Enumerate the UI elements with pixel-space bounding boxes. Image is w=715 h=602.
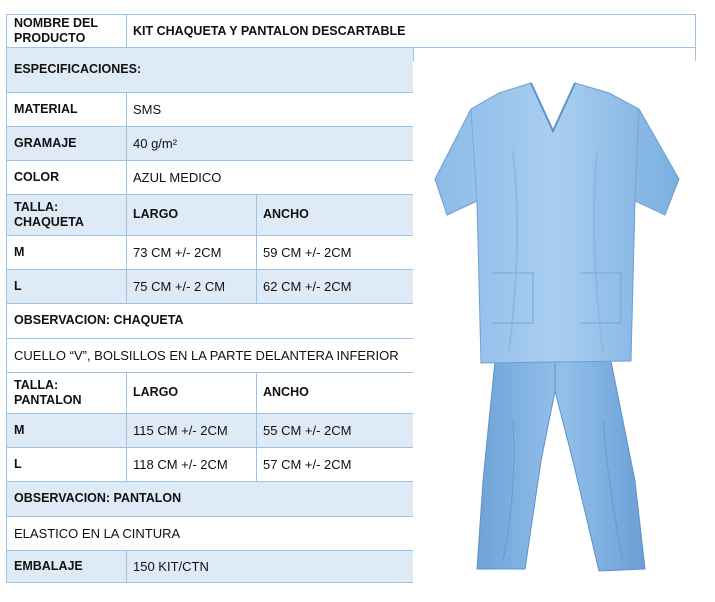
grid-line <box>7 413 413 414</box>
grid-line <box>126 372 127 481</box>
grid-line <box>7 235 413 236</box>
product-name-value: KIT CHAQUETA Y PANTALON DESCARTABLE <box>126 15 695 47</box>
grid-line <box>256 194 257 303</box>
pantalon-observation-label: OBSERVACION: PANTALON <box>7 481 413 516</box>
chaqueta-size-header: TALLA: CHAQUETA <box>7 194 126 235</box>
chaqueta-observation-label: OBSERVACION: CHAQUETA <box>7 303 413 338</box>
pantalon-size-l: L <box>7 447 126 481</box>
trousers-shape <box>477 361 645 571</box>
product-name-label: NOMBRE DEL PRODUCTO <box>7 15 126 47</box>
grid-line <box>7 92 413 93</box>
grid-line <box>7 126 413 127</box>
grid-line <box>7 372 413 373</box>
pantalon-l-ancho: 57 CM +/- 2CM <box>256 447 413 481</box>
grid-line <box>126 92 127 303</box>
chaqueta-observation-text: CUELLO “V”, BOLSILLOS EN LA PARTE DELANTERA INFERIOR <box>7 338 413 372</box>
chaqueta-l-largo: 75 CM +/- 2 CM <box>126 269 256 303</box>
grid-line <box>7 47 695 48</box>
grid-line <box>126 15 127 47</box>
grid-line <box>7 338 413 339</box>
chaqueta-largo-header: LARGO <box>126 194 256 235</box>
chaqueta-m-ancho: 59 CM +/- 2CM <box>256 235 413 269</box>
pantalon-size-header: TALLA: PANTALON <box>7 372 126 413</box>
specifications-header: ESPECIFICACIONES: <box>7 47 413 92</box>
pantalon-ancho-header: ANCHO <box>256 372 413 413</box>
color-value: AZUL MEDICO <box>126 160 413 194</box>
pantalon-m-largo: 115 CM +/- 2CM <box>126 413 256 447</box>
chaqueta-size-m: M <box>7 235 126 269</box>
chaqueta-ancho-header: ANCHO <box>256 194 413 235</box>
grid-line <box>7 516 413 517</box>
pantalon-l-largo: 118 CM +/- 2CM <box>126 447 256 481</box>
color-label: COLOR <box>7 160 126 194</box>
grid-line <box>126 550 127 582</box>
pantalon-largo-header: LARGO <box>126 372 256 413</box>
grid-line <box>7 194 413 195</box>
gramaje-label: GRAMAJE <box>7 126 126 160</box>
grid-line <box>7 303 413 304</box>
grid-line <box>7 447 413 448</box>
grid-line <box>7 269 413 270</box>
chaqueta-l-ancho: 62 CM +/- 2CM <box>256 269 413 303</box>
embalaje-label: EMBALAJE <box>7 550 126 582</box>
grid-line <box>256 372 257 481</box>
embalaje-value: 150 KIT/CTN <box>126 550 413 582</box>
gramaje-value: 40 g/m² <box>126 126 413 160</box>
grid-line <box>7 550 413 551</box>
pantalon-observation-text: ELASTICO EN LA CINTURA <box>7 516 413 550</box>
material-label: MATERIAL <box>7 92 126 126</box>
scrub-set-illustration <box>413 61 696 583</box>
grid-line <box>7 160 413 161</box>
pantalon-m-ancho: 55 CM +/- 2CM <box>256 413 413 447</box>
grid-line <box>7 481 413 482</box>
pantalon-size-m: M <box>7 413 126 447</box>
chaqueta-size-l: L <box>7 269 126 303</box>
chaqueta-m-largo: 73 CM +/- 2CM <box>126 235 256 269</box>
product-photo <box>413 61 696 583</box>
product-spec-sheet <box>6 14 696 583</box>
material-value: SMS <box>126 92 413 126</box>
